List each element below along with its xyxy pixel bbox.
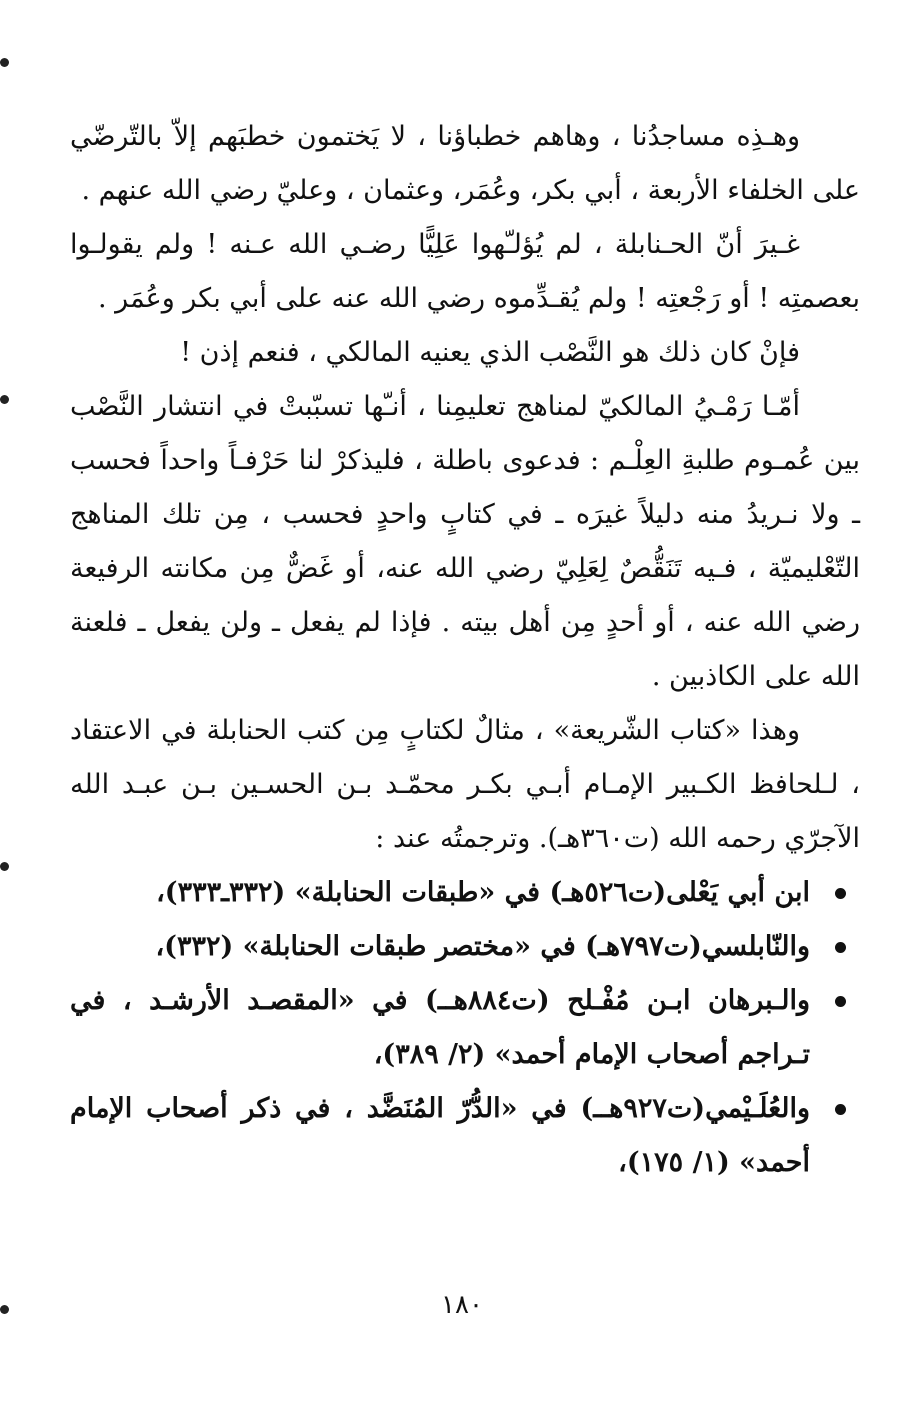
reference-text: والنّابلسي(ت٧٩٧هـ) في «مختصر طبقات الحنابلة» (٣٣٢)، bbox=[155, 931, 810, 962]
reference-text: ابن أبي يَعْلى(ت٥٢٦هـ) في «طبقات الحنابلة» (٣٣٢ـ٣٣٣)، bbox=[156, 877, 810, 908]
list-item bbox=[70, 866, 860, 920]
scan-edge-mark bbox=[0, 58, 9, 67]
list-item bbox=[70, 920, 860, 974]
scan-edge-mark bbox=[0, 862, 9, 871]
bullet-icon bbox=[835, 888, 846, 899]
page-number: ١٨٠ bbox=[441, 1290, 483, 1320]
paragraph-3: فإنْ كان ذلك هو النَّصْب الذي يعنيه المالكي ، فنعم إذن ! bbox=[180, 337, 800, 368]
bullet-icon bbox=[835, 1104, 846, 1115]
references-list bbox=[70, 866, 860, 1190]
scan-edge-mark bbox=[0, 395, 9, 404]
paragraph-4: أمّـا رَمْـيُ المالكيّ لمناهج تعليمِنا ، أنـّها تسبّبتْ في انتشار النَّصْب بين عُمـوم طلبةِ العِلْـم : فدعوى باطلة ، فليذكرْ لنا حَرْفـاً واحداً فحسب ـ ولا نـريدُ منه دليلاً غيرَه ـ في كتابٍ واحدٍ فحسب ، مِن تلك المناهج التّعْليميّة ، فـيه تَنَقُّصٌ لِعَلِيّ رضي الله عنه، أو غَضٌّ مِن مكانته الرفيعة رضي الله عنه ، أو أحدٍ مِن أهل بيته . فإذا لم يفعل ـ ولن يفعل ـ فلعنة الله على الكاذبين . bbox=[70, 391, 860, 692]
paragraph-1: وهـذِه مساجدُنا ، وهاهم خطباؤنا ، لا يَختمون خطبَهم إلاّ بالتّرضّي على الخلفاء الأربعة ، أبي بكر، وعُمَر، وعثمان ، وعليّ رضي الله عنهم . bbox=[70, 121, 860, 206]
paragraph-5: وهذا «كتاب الشّريعة» ، مثالٌ لكتابٍ مِن كتب الحنابلة في الاعتقاد ، لـلحافظ الكـبير الإمـام أبـي بكـر محمّـد بـن الحسـين بـن عبـد الله الآجرّي رحمه الله (ت٣٦٠هـ). وترجمتُه عند : bbox=[70, 715, 860, 854]
page-body bbox=[70, 110, 860, 1190]
list-item bbox=[70, 974, 860, 1082]
paragraph-2: غـيرَ أنّ الحـنابلة ، لم يُؤلـّهوا عَلِيًّا رضـي الله عـنه ! ولم يقولـوا بعصمتِه ! أو رَجْعتِه ! ولم يُقـدِّموه رضي الله عنه على أبي بكر وعُمَر . bbox=[70, 229, 860, 314]
bullet-icon bbox=[835, 942, 846, 953]
list-item bbox=[70, 1082, 860, 1190]
reference-text: والعُلَـيْمي(ت٩٢٧هــ) في «الدُّرّ المُنَضَّد ، في ذكر أصحاب الإمام أحمد» (١/ ١٧٥)، bbox=[70, 1093, 810, 1178]
bullet-icon bbox=[835, 996, 846, 1007]
reference-text: والـبرهان ابـن مُفْـلح (ت٨٨٤هــ) في «المقصـد الأرشـد ، في تـراجم أصحاب الإمام أحمد» (٢/ ٣٨٩)، bbox=[70, 985, 810, 1070]
